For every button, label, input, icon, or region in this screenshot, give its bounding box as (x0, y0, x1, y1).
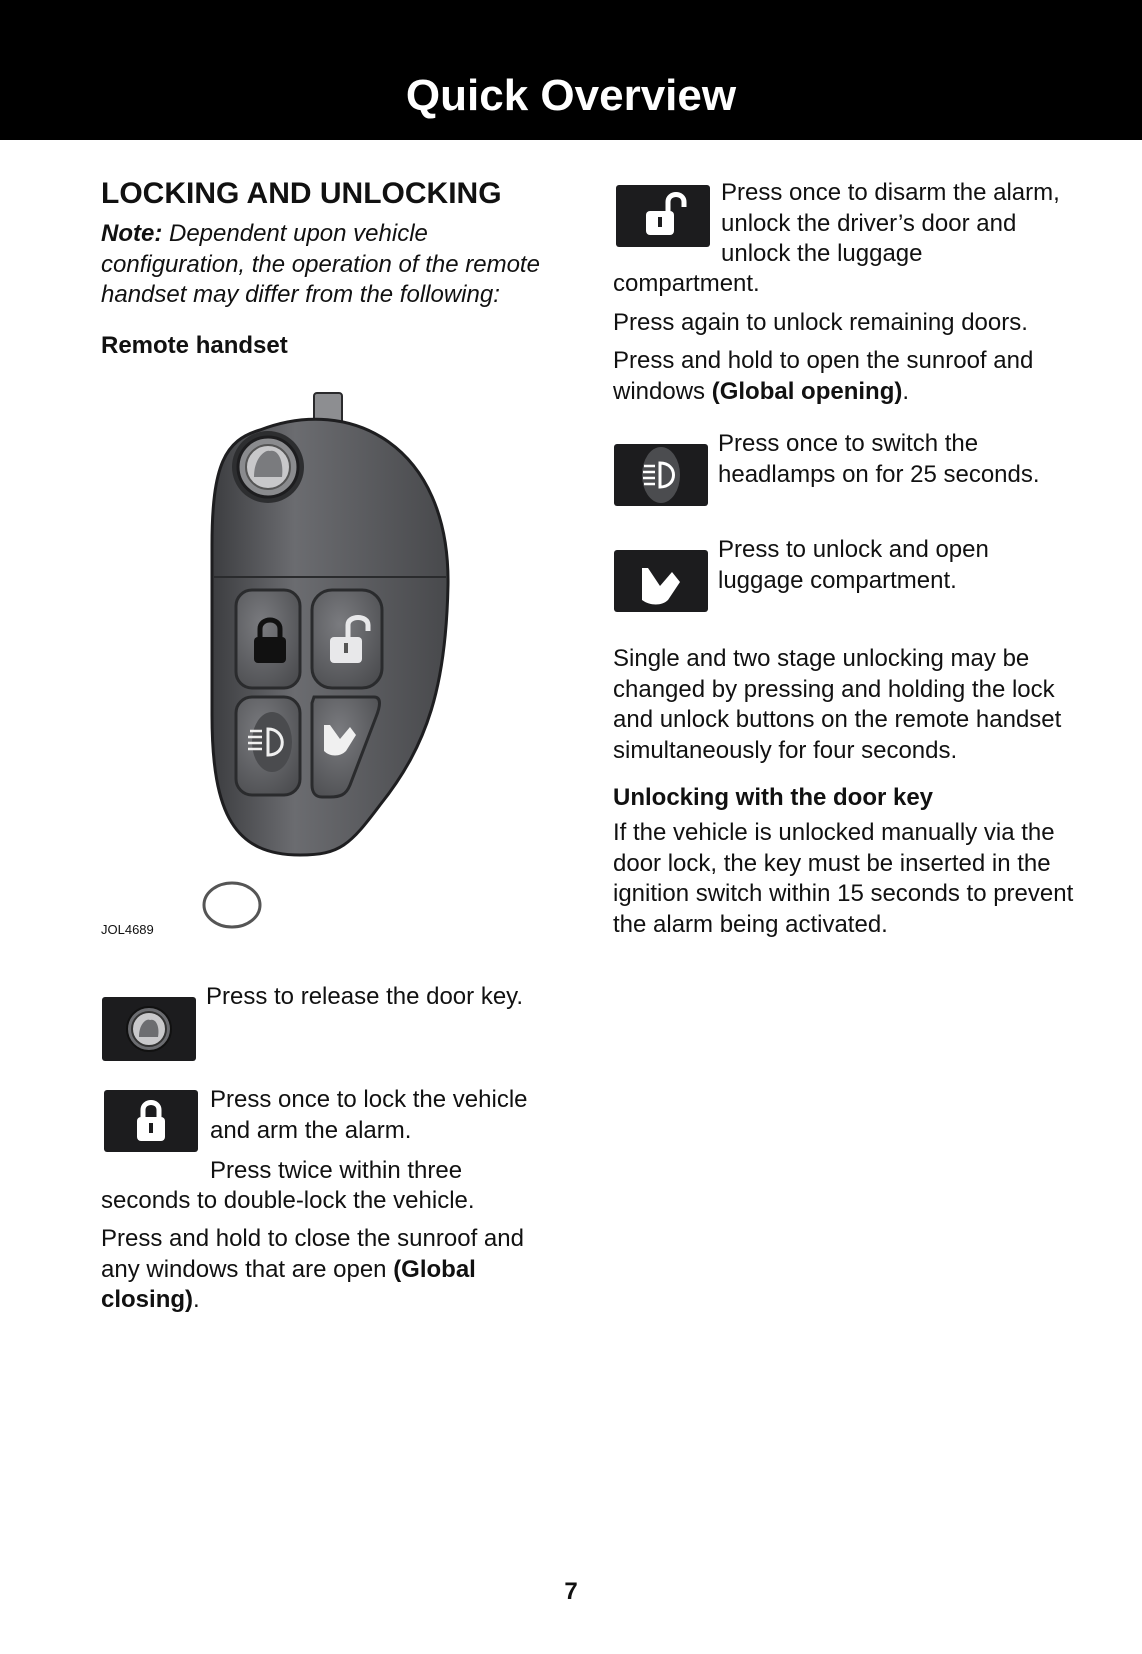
page-header (0, 0, 1142, 140)
note-body: Dependent upon vehicle configuration, the operation of the remote handset may differ from the following: (101, 220, 540, 308)
global-closing-post: . (193, 1286, 200, 1313)
page-number: 7 (564, 1578, 578, 1605)
lock-text-2a: Press twice within three (210, 1157, 463, 1184)
remote-handset-heading: Remote handset (101, 332, 288, 359)
unlock-icon (616, 185, 710, 247)
global-opening-post: . (902, 377, 910, 405)
door-key-text: If the vehicle is unlocked manually via the door lock, the key must be inserted in the ignition switch within 15 seconds to prevent the alarm being activated. (613, 819, 1074, 938)
note-text (101, 219, 571, 311)
key-ring (204, 883, 260, 927)
remote-handset-illustration (190, 385, 470, 935)
global-opening-pre: Press and hold to open the sunroof and windows (613, 347, 1034, 405)
global-closing-text (101, 1224, 566, 1316)
global-opening-text (613, 346, 1083, 407)
note-label: Note: (101, 220, 163, 247)
lock-text-1: Press once to lock the vehicle and arm the alarm. (210, 1086, 528, 1144)
global-closing-bold: (Global closing) (101, 1255, 476, 1313)
figure-code: JOL4689 (101, 922, 154, 937)
global-opening-bold: (Global opening) (711, 377, 903, 405)
two-stage-text: Single and two stage unlocking may be changed by pressing and holding the lock and unlock buttons on the remote handset simultaneously for four seconds. (613, 645, 1062, 764)
section-title: LOCKING AND UNLOCKING (101, 177, 502, 210)
release-key-text: Press to release the door key. (206, 983, 524, 1010)
key-release-icon (102, 997, 196, 1061)
page-title: Quick Overview (405, 71, 737, 120)
unlock-text-2: Press again to unlock remaining doors. (613, 309, 1028, 336)
headlamp-icon (614, 444, 708, 506)
headlamps-text: Press once to switch the headlamps on for 25 seconds. (718, 430, 1040, 488)
global-closing-pre: Press and hold to close the sunroof and any windows that are open (101, 1225, 524, 1283)
lock-icon (104, 1090, 198, 1152)
lock-text-2b: seconds to double-lock the vehicle. (101, 1187, 475, 1214)
luggage-text: Press to unlock and open luggage compartment. (718, 536, 989, 594)
luggage-icon (614, 550, 708, 612)
unlock-text-1-tail: compartment. (613, 270, 760, 297)
unlock-text-1: Press once to disarm the alarm, unlock the driver’s door and unlock the luggage (721, 179, 1060, 267)
door-key-heading: Unlocking with the door key (613, 784, 934, 811)
